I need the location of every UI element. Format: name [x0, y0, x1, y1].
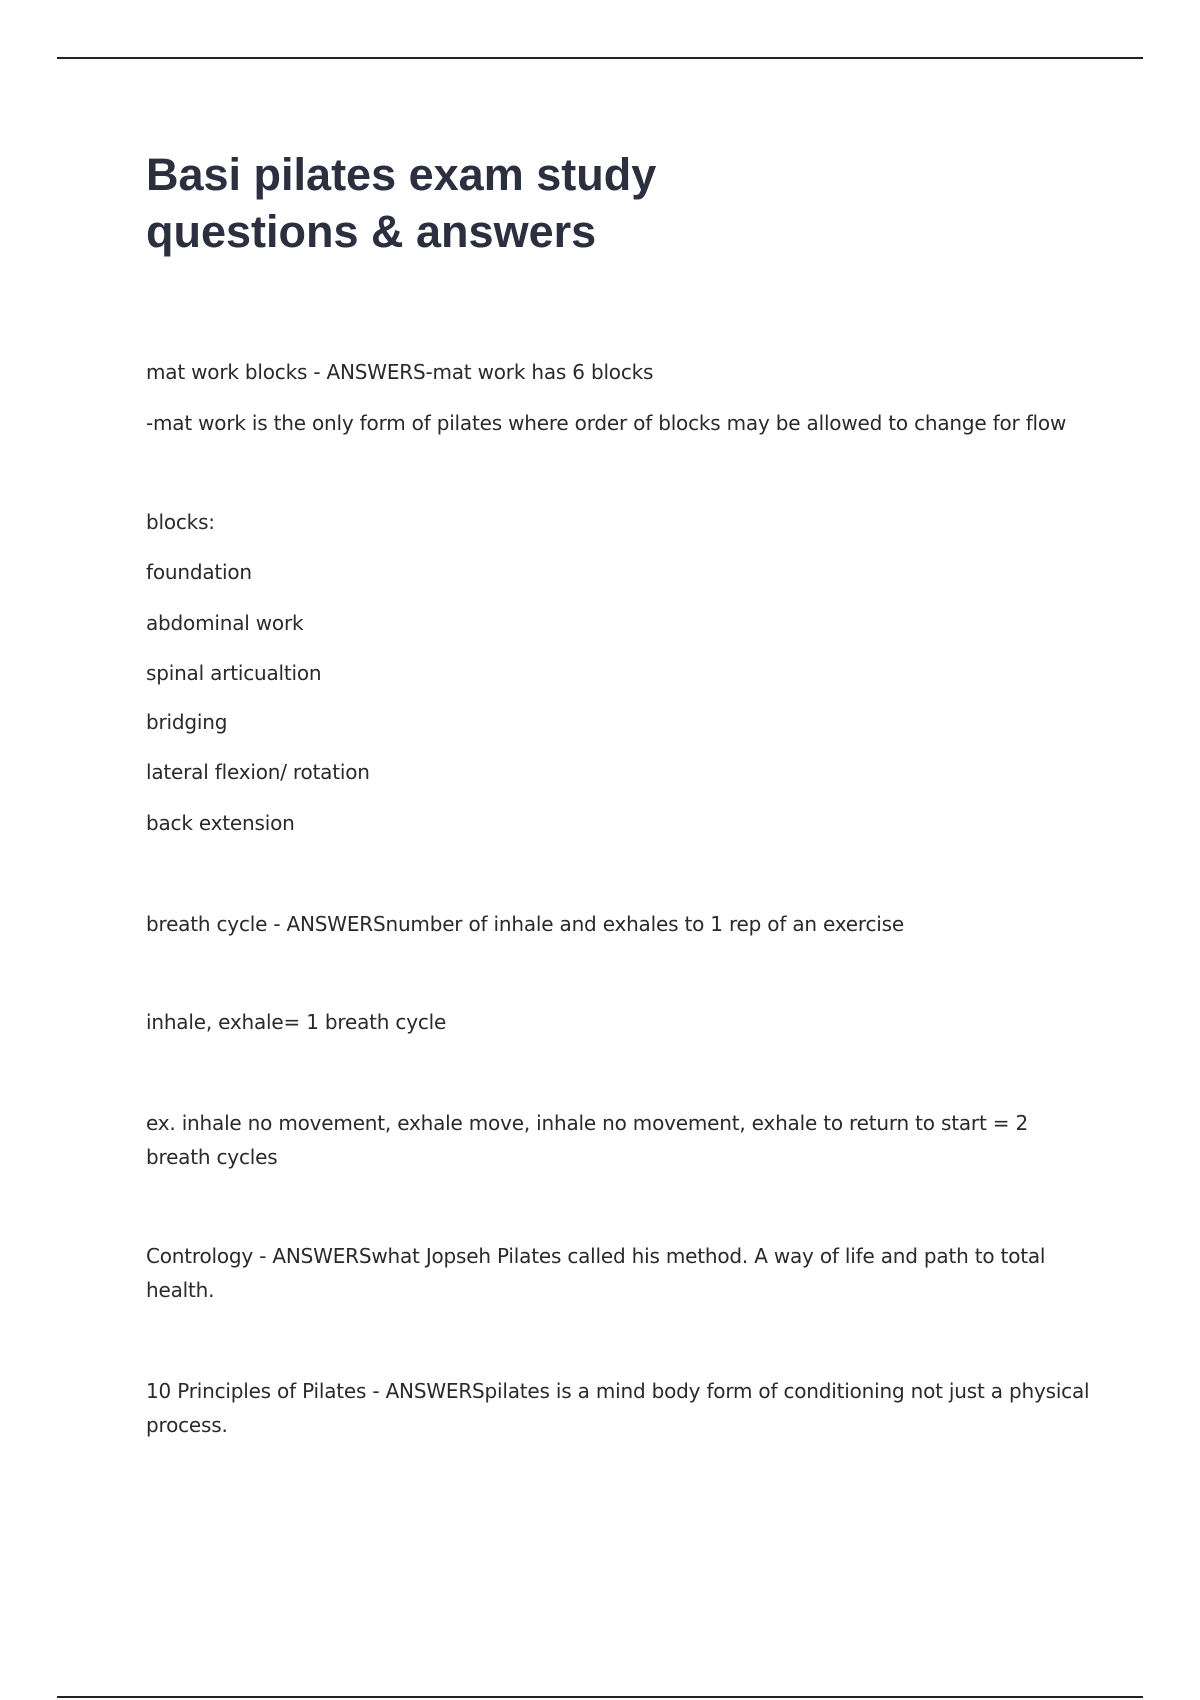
paragraph-ten-principles: 10 Principles of Pilates - ANSWERSpilates is a mind body form of conditioning not just a physical process. [146, 1379, 1090, 1437]
paragraph-mat-work-order: -mat work is the only form of pilates where order of blocks may be allowed to change for flow [146, 411, 1067, 435]
list-item-spinal-articulation: spinal articualtion [146, 661, 322, 685]
bottom-divider [57, 1696, 1143, 1698]
list-item-lateral-flexion: lateral flexion/ rotation [146, 760, 370, 784]
list-item-abdominal-work: abdominal work [146, 611, 304, 635]
paragraph-contrology: Contrology - ANSWERSwhat Jopseh Pilates called his method. A way of life and path to total health. [146, 1244, 1046, 1302]
list-item-back-extension: back extension [146, 811, 295, 835]
paragraph-breath-cycle: breath cycle - ANSWERSnumber of inhale and exhales to 1 rep of an exercise [146, 912, 904, 936]
list-item-bridging: bridging [146, 710, 228, 734]
paragraph-mat-work-blocks: mat work blocks - ANSWERS-mat work has 6 blocks [146, 360, 654, 384]
paragraph-inhale-exhale: inhale, exhale= 1 breath cycle [146, 1010, 447, 1034]
title-line-1: Basi pilates exam study [146, 149, 657, 200]
title-line-2: questions & answers [146, 206, 597, 257]
top-divider [57, 57, 1143, 59]
paragraph-blocks-heading: blocks: [146, 510, 215, 534]
paragraph-breath-example: ex. inhale no movement, exhale move, inhale no movement, exhale to return to start = 2 breath cycles [146, 1111, 1028, 1169]
document-title [146, 146, 846, 260]
list-item-foundation: foundation [146, 560, 252, 584]
